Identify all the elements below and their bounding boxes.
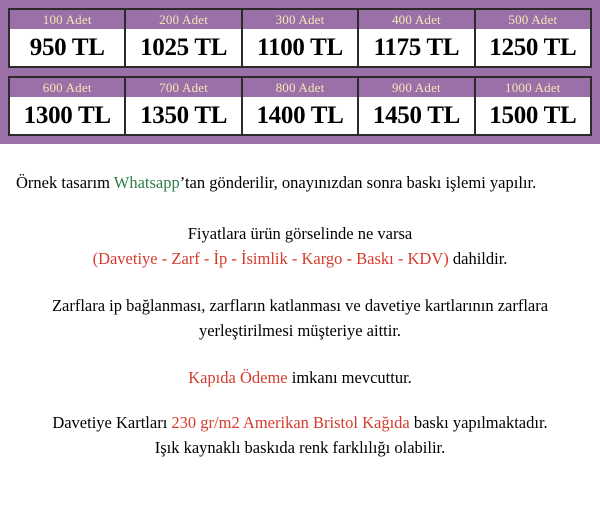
note-text: ’tan gönderilir, onayınızdan sonra baskı işlemi yapılır. (179, 173, 537, 192)
note-text: dahildir. (448, 249, 508, 268)
note-customer-responsibility (14, 293, 586, 343)
price-value: 1450 TL (372, 102, 460, 129)
note-sample-design (14, 170, 586, 195)
price-value: 1300 TL (23, 102, 111, 129)
price-cell (10, 10, 126, 66)
quantity-label: 900 Adet (359, 78, 473, 97)
notes-section (0, 144, 600, 460)
note-text: Fiyatlara ürün görselinde ne varsa (187, 224, 413, 243)
price-value: 1500 TL (489, 102, 577, 129)
quantity-label: 400 Adet (359, 10, 473, 29)
note-text: Zarflara ip bağlanması, zarfların katlanması ve davetiye kartlarının zarflara (51, 296, 549, 315)
note-text: Işık kaynaklı baskıda renk farklılığı olabilir. (154, 438, 446, 457)
note-included-items (14, 221, 586, 271)
note-text: yerleştirilmesi müşteriye aittir. (198, 321, 402, 340)
price-cell (243, 10, 359, 66)
note-paper-quality (14, 410, 586, 460)
quantity-label: 600 Adet (10, 78, 124, 97)
quantity-label: 100 Adet (10, 10, 124, 29)
note-text: baskı yapılmaktadır. (409, 413, 548, 432)
price-cell (10, 78, 126, 134)
price-cell (476, 10, 590, 66)
quantity-label: 500 Adet (476, 10, 590, 29)
note-highlight-paper: 230 gr/m2 Amerikan Bristol Kağıda (171, 413, 410, 432)
price-table-panel (0, 0, 600, 144)
price-value: 1250 TL (489, 34, 577, 61)
price-value: 1025 TL (140, 34, 228, 61)
price-value: 1400 TL (256, 102, 344, 129)
price-cell (359, 10, 475, 66)
price-value: 950 TL (29, 34, 105, 61)
note-text: Davetiye Kartları (52, 413, 172, 432)
price-value: 1100 TL (257, 34, 343, 61)
price-cell (126, 78, 242, 134)
quantity-label: 300 Adet (243, 10, 357, 29)
price-cell (243, 78, 359, 134)
price-table-row (8, 8, 592, 68)
quantity-label: 800 Adet (243, 78, 357, 97)
price-cell (359, 78, 475, 134)
price-table-row (8, 76, 592, 136)
note-highlight-included: (Davetiye - Zarf - İp - İsimlik - Kargo - Baskı - KDV) (92, 249, 449, 268)
quantity-label: 700 Adet (126, 78, 240, 97)
price-cell (476, 78, 590, 134)
price-cell (126, 10, 242, 66)
note-highlight-payment: Kapıda Ödeme (188, 368, 288, 387)
quantity-label: 200 Adet (126, 10, 240, 29)
note-text: Örnek tasarım (16, 173, 114, 192)
note-text: imkanı mevcuttur. (287, 368, 412, 387)
price-value: 1175 TL (373, 34, 460, 61)
quantity-label: 1000 Adet (476, 78, 590, 97)
price-value: 1350 TL (140, 102, 228, 129)
note-highlight-whatsapp: Whatsapp (113, 173, 180, 192)
note-cash-on-delivery (14, 365, 586, 390)
